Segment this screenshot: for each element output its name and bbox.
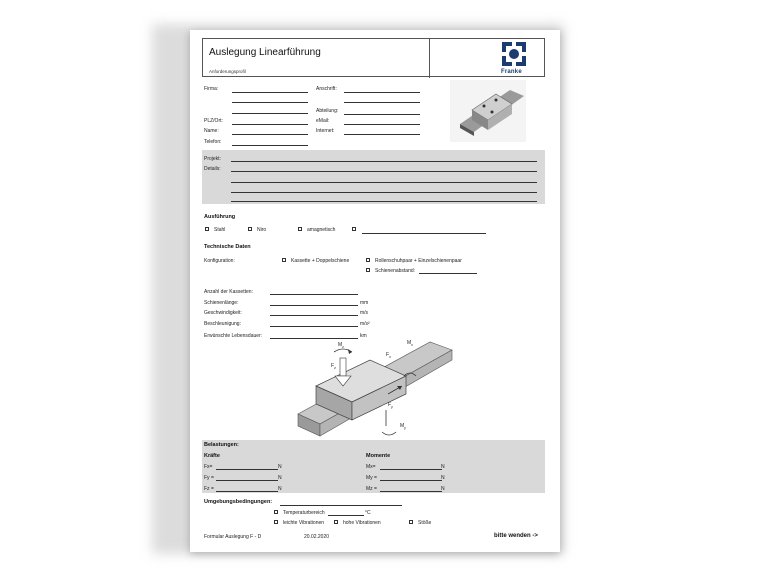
checkbox-other[interactable] [352, 227, 356, 231]
field-internet[interactable] [344, 134, 420, 135]
label-beschleunigung: Beschleunigung: [204, 321, 241, 327]
form-subtitle: Anforderungsprofil [209, 69, 246, 74]
field-mz[interactable] [380, 491, 442, 492]
label-fz-load: Fz = [204, 486, 214, 492]
checkbox-kassette[interactable] [282, 258, 286, 262]
field-details-2[interactable] [231, 182, 537, 183]
label-name: Name: [204, 128, 219, 134]
label-temperatur: Temperaturbereich [283, 510, 325, 516]
checkbox-amagnetisch[interactable] [298, 227, 302, 231]
checkbox-rollen[interactable] [366, 258, 370, 262]
heading-kraefte: Kräfte [204, 453, 220, 459]
footer-next-page: bitte wenden -> [494, 533, 538, 539]
heading-technik: Technische Daten [204, 244, 251, 250]
label-geschwindigkeit: Geschwindigkeit: [204, 310, 242, 316]
footer-form-id: Formular Auslegung F - D [204, 534, 262, 540]
label-amagnetisch: amagnetisch [307, 227, 336, 233]
checkbox-stahl[interactable] [205, 227, 209, 231]
label-mz-load: Mz = [366, 486, 377, 492]
field-my[interactable] [380, 480, 442, 481]
label-fz: $F_z$ [331, 363, 336, 370]
heading-ausfuehrung: Ausführung [204, 214, 236, 220]
unit-ms: m/s [360, 310, 369, 316]
field-fz[interactable] [216, 491, 278, 492]
label-niro: Niro [257, 227, 267, 233]
checkbox-abstand[interactable] [366, 268, 370, 272]
checkbox-hohe-vibrationen[interactable] [334, 520, 338, 524]
field-mx[interactable] [380, 469, 442, 470]
form-page [190, 30, 560, 552]
label-stoesse: Stöße [418, 520, 432, 526]
label-telefon: Telefon: [204, 139, 222, 145]
linear-guide-photo [450, 80, 526, 142]
label-anschrift: Anschrift: [316, 86, 337, 92]
unit-ms2: m/s² [360, 321, 370, 327]
unit-fx: N [278, 464, 282, 470]
field-beschleunigung[interactable] [270, 326, 358, 327]
checkbox-niro[interactable] [248, 227, 252, 231]
field-details-1[interactable] [231, 171, 537, 172]
label-anzahl: Anzahl der Kassetten: [204, 289, 253, 295]
label-abteilung: Abteilung: [316, 108, 339, 114]
label-schienenlaenge: Schienenlänge: [204, 300, 239, 306]
heading-umgebung: Umgebungsbedingungen: [204, 499, 273, 505]
label-mx-load: Mx= [366, 464, 376, 470]
label-fx-load: Fx= [204, 464, 213, 470]
label-stahl: Stahl [214, 227, 226, 233]
field-abstand[interactable] [419, 273, 477, 274]
logo-text: Franke [501, 69, 522, 75]
field-name[interactable] [232, 134, 308, 135]
footer-date: 20.02.2020 [304, 534, 330, 540]
unit-fz: N [278, 486, 282, 492]
unit-mm: mm [360, 300, 369, 306]
label-details: Details: [204, 166, 221, 172]
field-umgebung[interactable] [280, 505, 402, 506]
label-internet: Internet: [316, 128, 335, 134]
unit-celsius: °C [365, 510, 371, 516]
field-firma-3[interactable] [232, 113, 308, 114]
checkbox-stoesse[interactable] [409, 520, 413, 524]
project-section [202, 150, 545, 204]
unit-fy: N [278, 475, 282, 481]
checkbox-temperatur[interactable] [274, 510, 278, 514]
label-leichte-vibrationen: leichte Vibrationen [283, 520, 325, 526]
field-firma[interactable] [232, 92, 308, 93]
header-box [202, 38, 545, 77]
label-firma: Firma: [204, 86, 219, 92]
label-fy: $F_y$ [388, 402, 393, 409]
field-details-3[interactable] [231, 192, 537, 193]
label-hohe-vibrationen: hohe Vibrationen [343, 520, 381, 526]
heading-momente: Momente [366, 453, 391, 459]
field-ausfuehrung-other[interactable] [362, 233, 486, 234]
form-title: Auslegung Linearführung [209, 47, 321, 58]
label-projekt: Projekt: [204, 156, 221, 162]
label-my-load: My = [366, 475, 377, 481]
field-anschrift[interactable] [344, 92, 420, 93]
label-mx: $M_x$ [407, 340, 413, 347]
header-divider [429, 39, 430, 78]
unit-my: N [441, 475, 445, 481]
field-geschwindigkeit[interactable] [270, 315, 358, 316]
field-projekt[interactable] [231, 161, 537, 162]
label-my: $M_y$ [400, 423, 406, 430]
label-lebensdauer: Erwünschte Lebensdauer: [204, 333, 263, 339]
checkbox-leichte-vibrationen[interactable] [274, 520, 278, 524]
field-fy[interactable] [216, 480, 278, 481]
field-abteilung[interactable] [344, 114, 420, 115]
label-mz: $M_z$ [338, 342, 344, 349]
field-anschrift-2[interactable] [344, 102, 420, 103]
label-fy-load: Fy = [204, 475, 214, 481]
franke-logo-icon [502, 42, 526, 66]
field-details-4[interactable] [231, 201, 537, 202]
label-email: eMail: [316, 118, 330, 124]
field-temperatur[interactable] [328, 515, 364, 516]
label-rollen: Rollenschuhpaar + Einzelschienenpaar [375, 258, 462, 264]
label-abstand: Schienenabstand: [375, 268, 416, 274]
load-diagram [290, 336, 460, 440]
field-telefon[interactable] [232, 145, 308, 146]
unit-mz: N [441, 486, 445, 492]
field-anzahl[interactable] [270, 294, 358, 295]
label-kassette: Kassette + Doppelschiene [291, 258, 350, 264]
unit-km: km [360, 333, 367, 339]
field-fx[interactable] [216, 469, 278, 470]
label-konfiguration: Konfiguration: [204, 258, 235, 264]
field-firma-2[interactable] [232, 102, 308, 103]
field-schienenlaenge[interactable] [270, 305, 358, 306]
unit-mx: N [441, 464, 445, 470]
field-email[interactable] [344, 124, 420, 125]
label-plz: PLZ/Ort: [204, 118, 223, 124]
field-plz[interactable] [232, 124, 308, 125]
heading-belastungen: Belastungen: [204, 442, 239, 448]
label-fx: $F_x$ [386, 352, 391, 359]
